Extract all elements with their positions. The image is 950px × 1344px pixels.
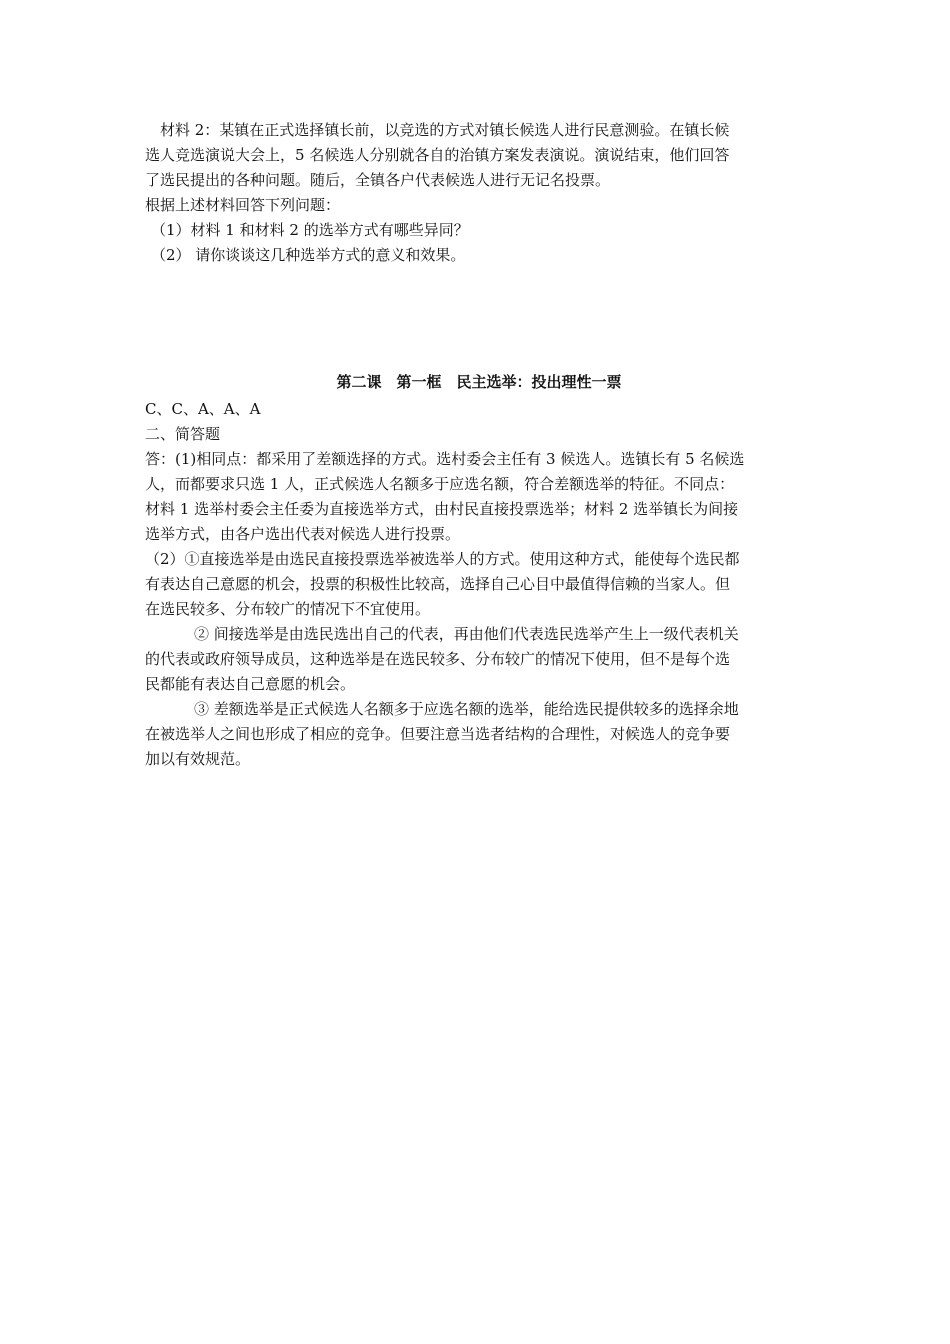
answer-2-part-3-line: 在被选举人之间也形成了相应的竞争。但要注意当选者结构的合理性，对候选人的竞争要 <box>145 725 731 743</box>
answer-2-part-2-line: 的代表或政府领导成员，这种选举是在选民较多、分布较广的情况下使用，但不是每个选 <box>145 650 731 668</box>
question-item: （2） 请你谈谈这几种选举方式的意义和效果。 <box>151 246 466 264</box>
material-2-line: 材料 2：某镇在正式选择镇长前，以竞选的方式对镇长候选人进行民意测验。在镇长候 <box>160 121 730 139</box>
material-2-paragraph <box>145 118 813 193</box>
answer-2-part-2-line: ② 间接选举是由选民选出自己的代表，再由他们代表选民选举产生上一级代表机关 <box>194 625 739 643</box>
answer-2-part-3-line: ③ 差额选举是正式候选人名额多于应选名额的选举，能给选民提供较多的选择余地 <box>194 700 739 718</box>
document-page <box>145 118 813 772</box>
answer-2-part-2-line: 民都能有表达自己意愿的机会。 <box>145 675 356 693</box>
answer-2-part-1-line: 有表达自己意愿的机会，投票的积极性比较高，选择自己心目中最值得信赖的当家人。但 <box>145 575 731 593</box>
material-2-line: 了选民提出的各种问题。随后，全镇各户代表候选人进行无记名投票。 <box>145 171 611 189</box>
instruction-text: 根据上述材料回答下列问题： <box>145 196 341 214</box>
answer-2-part-1-line: （2）①直接选举是由选民直接投票选举被选举人的方式。使用这种方式，能使每个选民都 <box>145 550 740 568</box>
answer-1-line: 材料 1 选举村委会主任委为直接选举方式，由村民直接投票选举；材料 2 选举镇长为间接 <box>145 500 739 518</box>
answer-1-paragraph <box>145 447 813 547</box>
question-list <box>145 218 813 268</box>
answer-2-part-3-paragraph <box>145 697 813 772</box>
blank-spacer <box>145 268 813 369</box>
answer-1-line: 人，而都要求只选 1 人，正式候选人名额多于应选名额，符合差额选举的特征。不同点： <box>145 475 735 493</box>
answer-2-part-1-paragraph <box>145 547 813 622</box>
answer-2-part-3-line: 加以有效规范。 <box>145 750 251 768</box>
answer-2-part-1-line: 在选民较多、分布较广的情况下不宜使用。 <box>145 600 431 618</box>
short-answer-heading: 二、简答题 <box>145 425 221 443</box>
question-item: （1）材料 1 和材料 2 的选举方式有哪些异同？ <box>151 221 469 239</box>
answer-section-title: 第二课 第一框 民主选举：投出理性一票 <box>336 373 622 391</box>
answer-2-part-2-paragraph <box>145 622 813 697</box>
answer-1-line: 答：(1)相同点：都采用了差额选择的方式。选村委会主任有 3 候选人。选镇长有 5 名候选 <box>145 450 745 468</box>
material-2-line: 选人竞选演说大会上，5 名候选人分别就各自的治镇方案发表演说。演说结束，他们回答 <box>145 146 730 164</box>
answer-section <box>145 369 813 772</box>
answer-1-line: 选举方式，由各户选出代表对候选人进行投票。 <box>145 525 461 543</box>
choice-answers: C、C、A、A、A <box>145 400 261 418</box>
